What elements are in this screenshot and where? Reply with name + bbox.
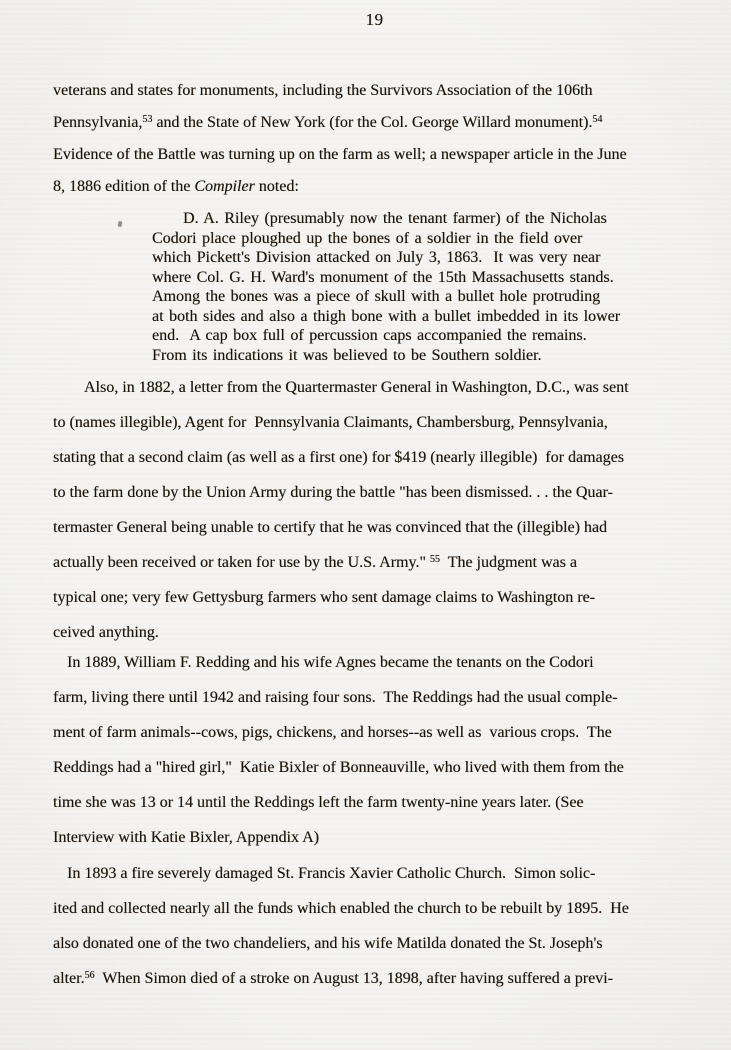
- text-segment: From its indications it was believed to be Southern soldier.: [152, 346, 542, 364]
- text-segment: noted:: [254, 178, 299, 195]
- text-line: [53, 645, 624, 680]
- text-line: [152, 209, 620, 229]
- text-line: [53, 171, 627, 203]
- footnote-reference: 53: [142, 114, 153, 125]
- text-segment: Pennsylvania,: [53, 114, 143, 131]
- paragraph: [53, 645, 624, 855]
- text-line: [53, 715, 624, 750]
- text-line: [53, 750, 624, 785]
- text-line: [53, 856, 629, 891]
- paragraph: [53, 75, 627, 203]
- text-line: [53, 510, 629, 545]
- text-segment: also donated one of the two chandeliers, and his wife Matilda donated the St. Joseph's: [53, 935, 603, 952]
- text-line: [53, 891, 629, 926]
- text-line: [53, 680, 624, 715]
- text-line: [53, 139, 627, 171]
- text-segment: In 1893 a fire severely damaged St. Francis Xavier Catholic Church. Simon solic-: [67, 865, 596, 882]
- text-segment: veterans and states for monuments, including the Survivors Association of the 106th: [53, 82, 593, 99]
- text-segment: In 1889, William F. Redding and his wife Agnes became the tenants on the Codori: [67, 654, 594, 671]
- text-line: [152, 346, 620, 366]
- text-line: [53, 75, 627, 107]
- text-segment: 8, 1886 edition of the: [53, 178, 195, 195]
- text-line: [53, 475, 629, 510]
- text-line: [152, 326, 620, 346]
- page-number: 19: [365, 10, 384, 29]
- paragraph: [53, 856, 629, 996]
- scan-artifact-speck: [117, 221, 122, 228]
- text-segment: time she was 13 or 14 until the Reddings left the farm twenty-nine years later. (See: [53, 794, 584, 811]
- text-segment: The judgment was a: [439, 554, 577, 571]
- text-line: [53, 926, 629, 961]
- text-segment: at both sides and also a thigh bone with a bullet imbedded in its lower: [152, 307, 621, 325]
- text-segment: Among the bones was a piece of skull with a bullet hole protruding: [152, 288, 601, 305]
- block-quote: [152, 209, 620, 365]
- footnote-reference: 54: [592, 114, 603, 125]
- text-line: [53, 370, 629, 405]
- text-segment: farm, living there until 1942 and raising four sons. The Reddings had the usual comple-: [53, 689, 618, 706]
- text-segment: to (names illegible), Agent for Pennsylvania Claimants, Chambersburg, Pennsylvania,: [53, 414, 608, 431]
- text-line: [152, 248, 620, 268]
- text-line: [152, 307, 620, 327]
- footnote-reference: 56: [84, 970, 95, 981]
- text-segment: where Col. G. H. Ward's monument of the 15th Massachusetts stands.: [152, 268, 614, 286]
- text-line: [53, 440, 629, 475]
- text-segment: end. A cap box full of percussion caps accompanied the remains.: [152, 327, 587, 344]
- paragraph: [53, 370, 629, 650]
- text-line: [53, 107, 627, 139]
- text-segment: ment of farm animals--cows, pigs, chickens, and horses--as well as various crops. The: [53, 724, 612, 741]
- text-line: [53, 580, 629, 615]
- text-segment: Evidence of the Battle was turning up on the farm as well; a newspaper article in the June: [53, 146, 627, 163]
- text-line: [53, 785, 624, 820]
- text-segment: ceived anything.: [53, 624, 159, 641]
- text-segment: actually been received or taken for use by the U.S. Army.": [53, 554, 430, 571]
- italic-text: Compiler: [194, 178, 255, 195]
- text-segment: and the State of New York (for the Col. George Willard monument).: [152, 114, 593, 131]
- text-line: [53, 961, 629, 996]
- text-segment: ited and collected nearly all the funds which enabled the church to be rebuilt by 1895. He: [53, 900, 629, 917]
- text-segment: Reddings had a "hired girl," Katie Bixler of Bonneauville, who lived with them from the: [53, 759, 624, 776]
- text-line: [152, 287, 620, 307]
- text-segment: to the farm done by the Union Army during the battle "has been dismissed. . . the Quar-: [53, 484, 613, 501]
- text-line: [53, 405, 629, 440]
- footnote-reference: 55: [429, 554, 440, 565]
- text-line: [152, 268, 620, 288]
- text-segment: Codori place ploughed up the bones of a soldier in the field over: [152, 229, 583, 247]
- text-segment: termaster General being unable to certify that he was convinced that the (illegible) had: [53, 519, 607, 536]
- text-segment: When Simon died of a stroke on August 13, 1898, after having suffered a previ-: [94, 970, 613, 987]
- text-segment: Interview with Katie Bixler, Appendix A): [53, 829, 319, 846]
- text-segment: alter.: [53, 970, 85, 987]
- text-segment: stating that a second claim (as well as a first one) for $419 (nearly illegible) for damages: [53, 449, 624, 466]
- text-segment: typical one; very few Gettysburg farmers who sent damage claims to Washington re-: [53, 589, 595, 606]
- text-line: [53, 820, 624, 855]
- text-segment: which Pickett's Division attacked on July 3, 1863. It was very near: [152, 249, 601, 266]
- text-segment: D. A. Riley (presumably now the tenant farmer) of the Nicholas: [183, 210, 607, 227]
- text-segment: Also, in 1882, a letter from the Quartermaster General in Washington, D.C., was sent: [84, 379, 629, 396]
- text-line: [53, 545, 629, 580]
- text-line: [152, 229, 620, 249]
